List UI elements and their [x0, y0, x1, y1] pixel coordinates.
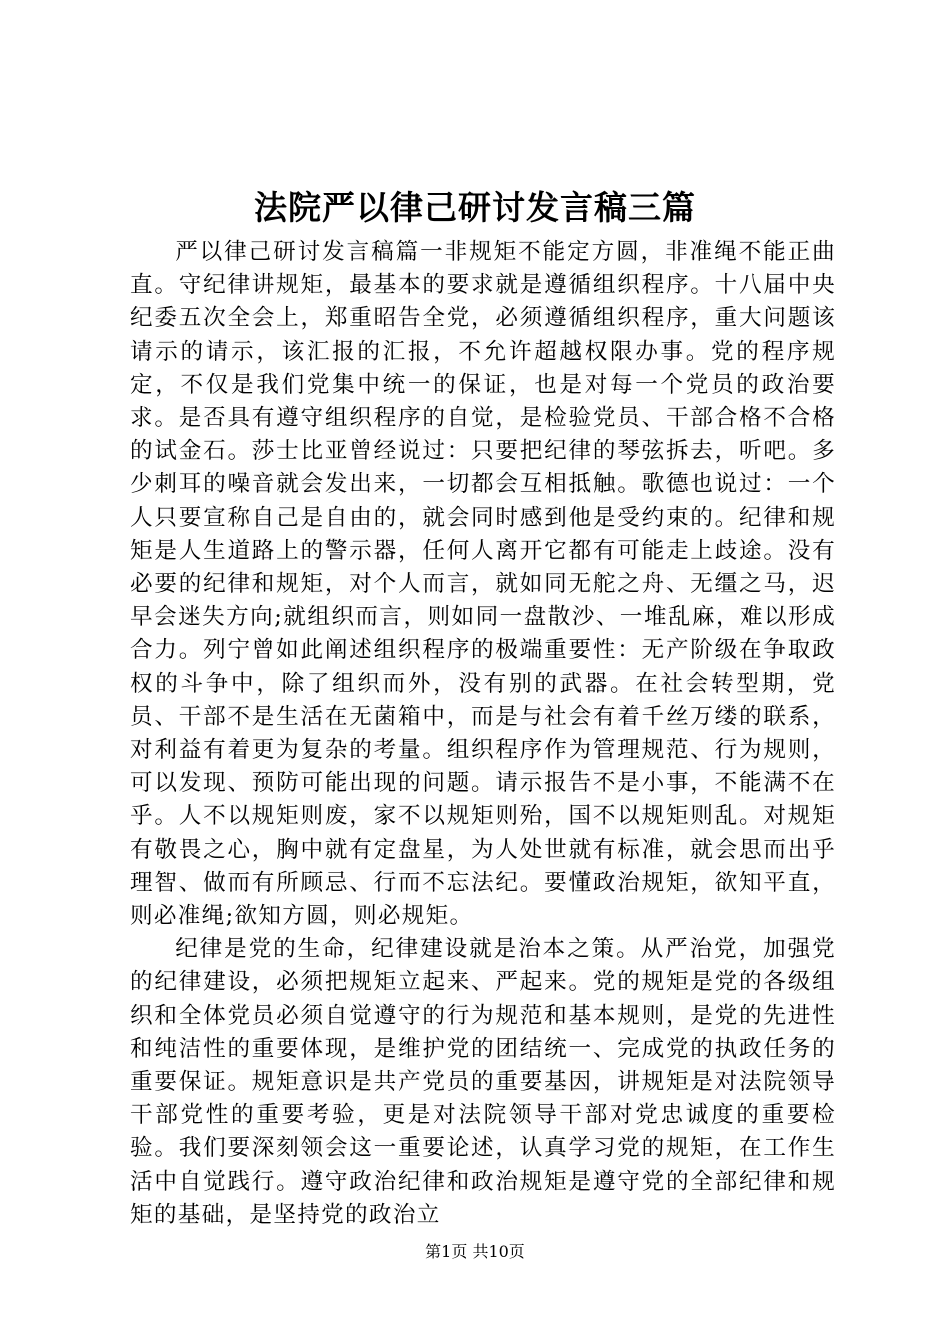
paragraph: 纪律是党的生命，纪律建设就是治本之策。从严治党，加强党的纪律建设，必须把规矩立起来、严起来。党的规矩是党的各级组织和全体党员必须自觉遵守的行为规范和基本规则，是党的先进性和纯洁性的重要体现，是维护党的团结统一、完成党的执政任务的重要保证。规矩意识是共产党员的重要基因，讲规矩是对法院领导干部党性的重要考验，更是对法院领导干部对党忠诚度的重要检验。我们要深刻领会这一重要论述，认真学习党的规矩，在工作生活中自觉践行。遵守政治纪律和政治规矩是遵守党的全部纪律和规矩的基础，是坚持党的政治立: [130, 936, 836, 1228]
page-number-footer: 第1页 共10页: [425, 1242, 525, 1261]
document-title: 法院严以律己研讨发言稿三篇: [254, 188, 696, 227]
paragraph: 严以律己研讨发言稿篇一非规矩不能定方圆，非准绳不能正曲直。守纪律讲规矩，最基本的要求就是遵循组织程序。十八届中央纪委五次全会上，郑重昭告全党，必须遵循组织程序，重大问题该请示的请示，该汇报的汇报，不允许超越权限办事。党的程序规定，不仅是我们党集中统一的保证，也是对每一个党员的政治要求。是否具有遵守组织程序的自觉，是检验党员、干部合格不合格的试金石。莎士比亚曾经说过：只要把纪律的琴弦拆去，听吧。多少刺耳的噪音就会发出来，一切都会互相抵触。歌德也说过：一个人只要宣称自己是自由的，就会同时感到他是受约束的。纪律和规矩是人生道路上的警示器，任何人离开它都有可能走上歧途。没有必要的纪律和规矩，对个人而言，就如同无舵之舟、无缰之马，迟早会迷失方向;就组织而言，则如同一盘散沙、一堆乱麻，难以形成合力。列宁曾如此阐述组织程序的极端重要性：无产阶级在争取政权的斗争中，除了组织而外，没有别的武器。在社会转型期，党员、干部不是生活在无菌箱中，而是与社会有着千丝万缕的联系，对利益有着更为复杂的考量。组织程序作为管理规范、行为规则，可以发现、预防可能出现的问题。请示报告不是小事，不能满不在乎。人不以规矩则废，家不以规矩则殆，国不以规矩则乱。对规矩有敬畏之心，胸中就有定盘星，为人处世就有标准，就会思而出乎理智、做而有所顾忌、行而不忘法纪。要懂政治规矩，欲知平直，则必准绳;欲知方圆，则必规矩。: [130, 239, 836, 930]
document-body: [130, 236, 836, 1232]
